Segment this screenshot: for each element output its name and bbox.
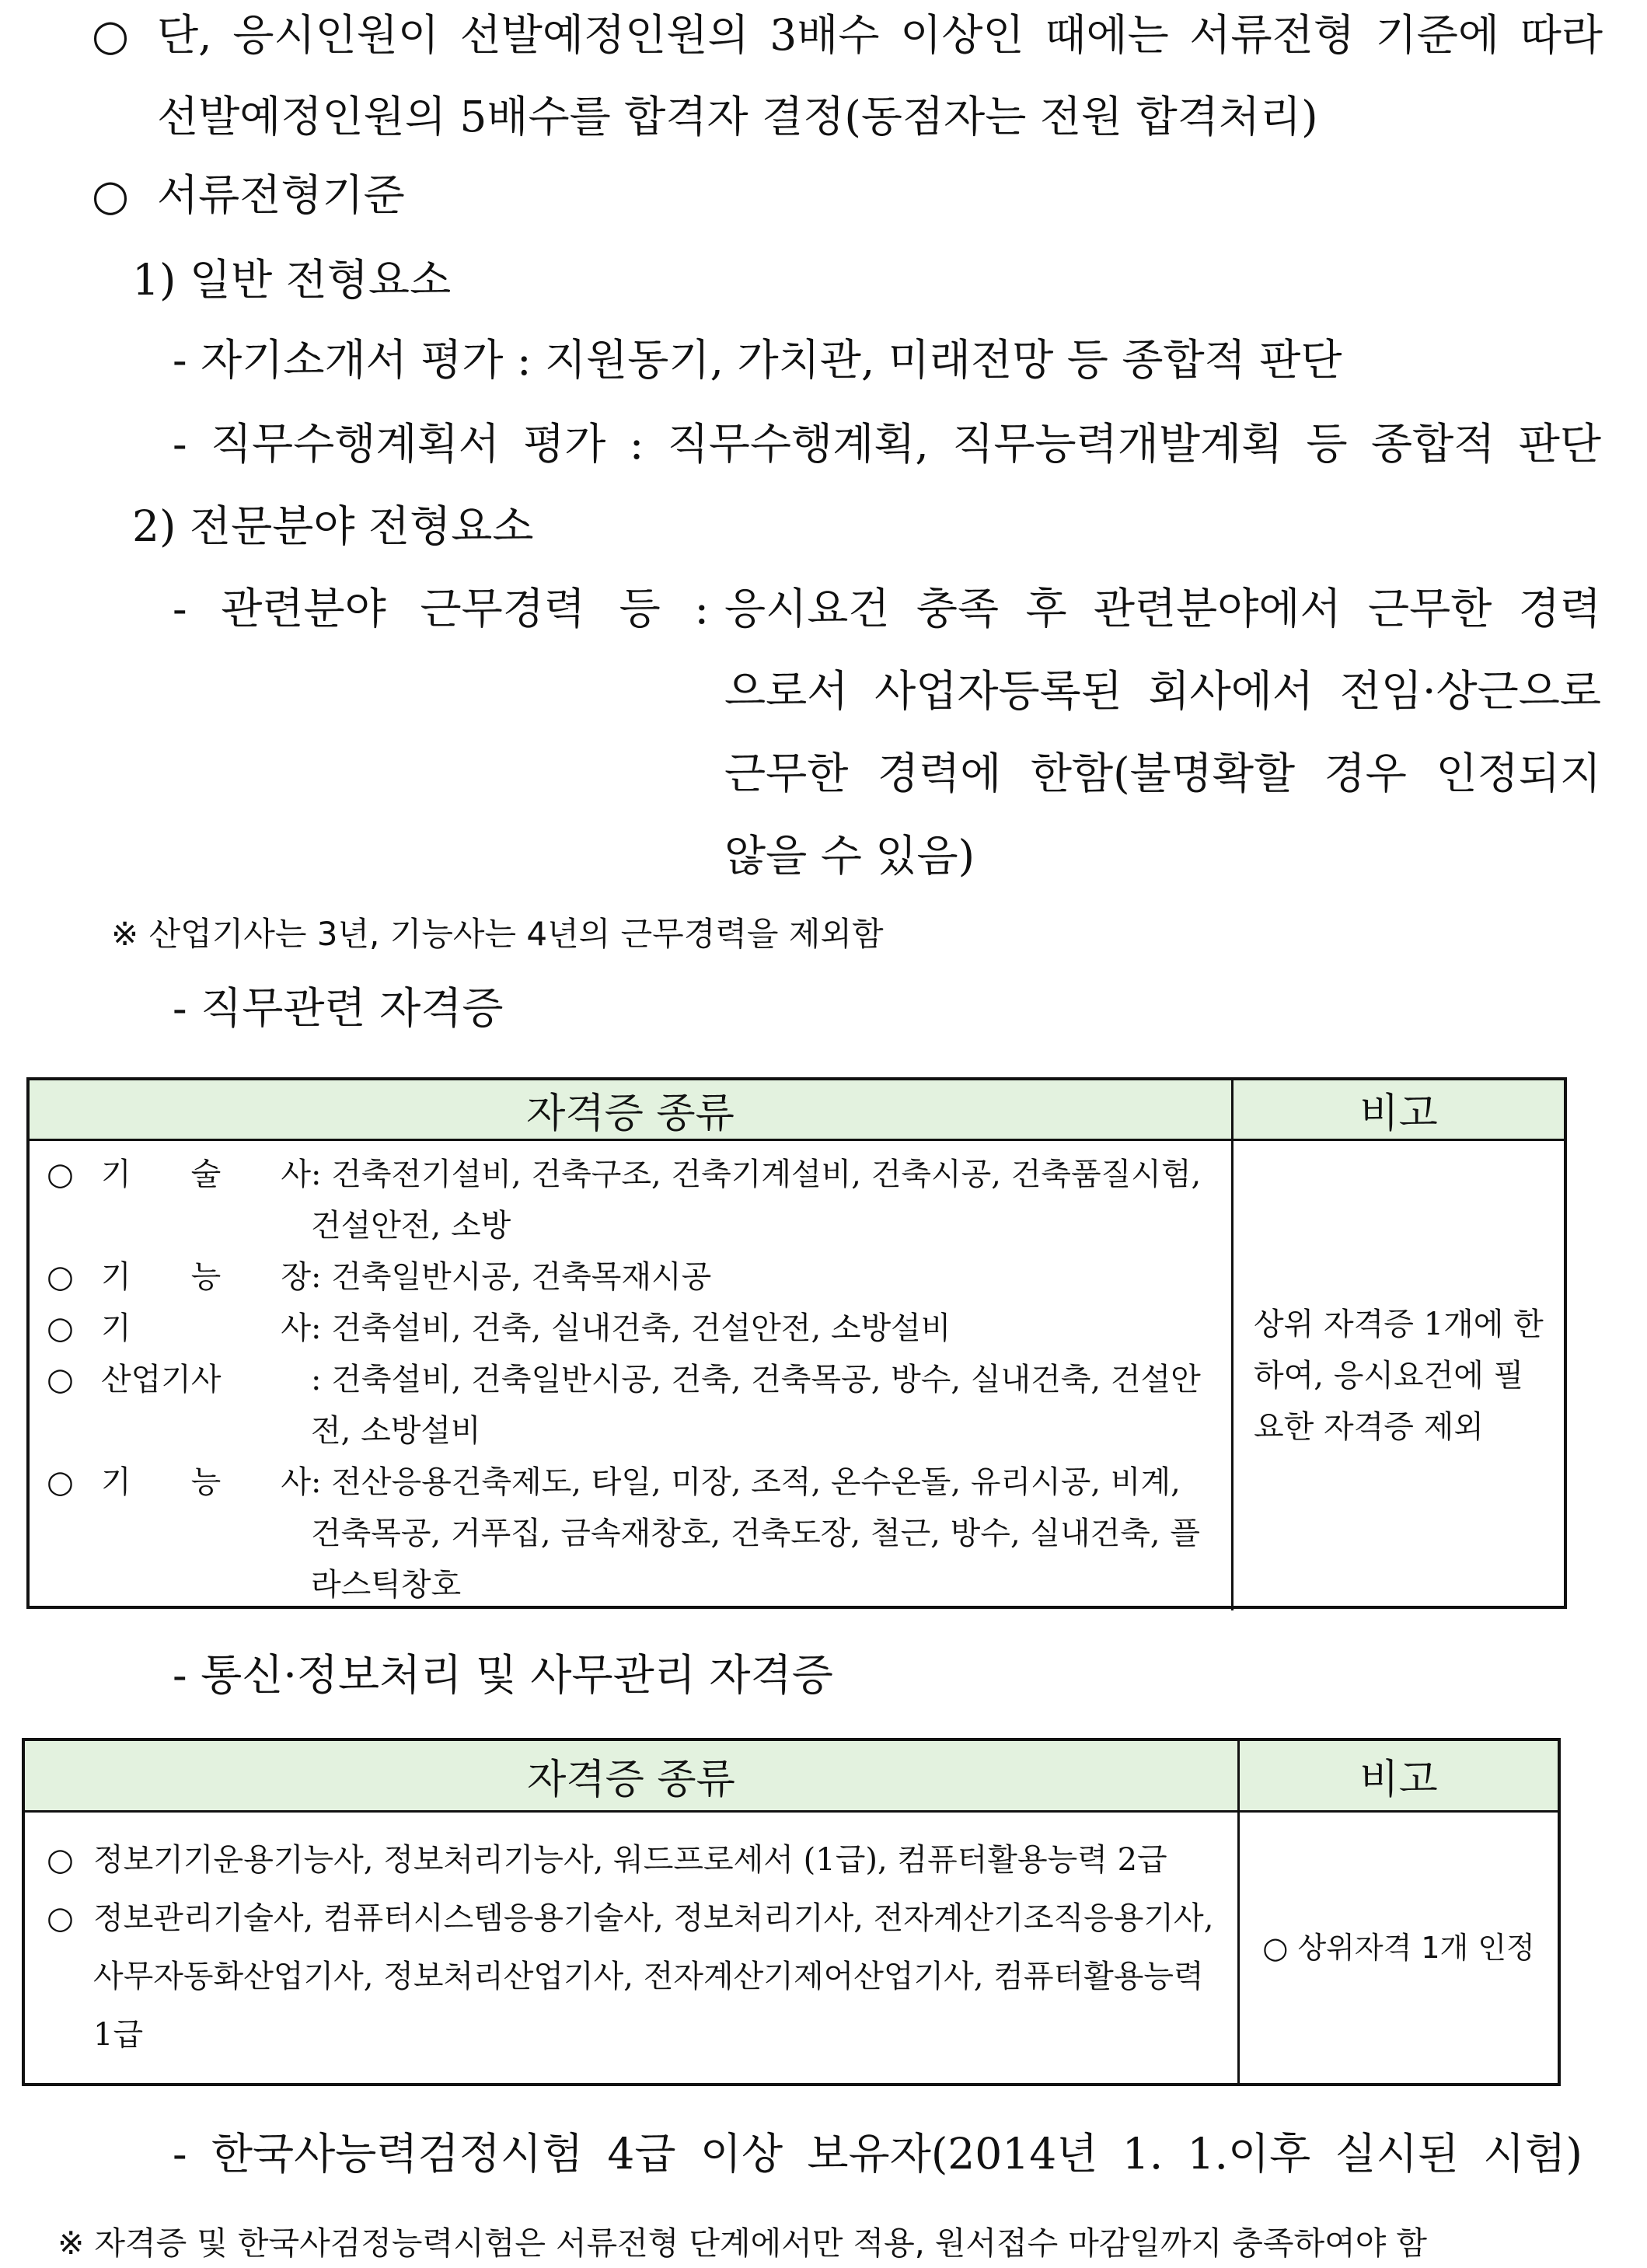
qualification-grade: 산업기사 bbox=[101, 1362, 222, 1397]
grade-char: 기 bbox=[101, 1259, 131, 1295]
subsection-heading: - 직무관련 자격증 bbox=[173, 983, 504, 1033]
table-header-note: 비고 bbox=[1231, 1080, 1564, 1141]
qualification-list: : 건축일반시공, 건축목재시공 bbox=[311, 1259, 712, 1295]
table-header-type: 자격증 종류 bbox=[25, 1741, 1237, 1813]
criteria-line: 응시요건 충족 후 관련분야에서 근무한 경력 bbox=[724, 584, 1601, 633]
grade-char: 사 bbox=[281, 1310, 311, 1346]
grade-char: 능 bbox=[190, 1259, 222, 1295]
table-cell-types bbox=[25, 1813, 1237, 2083]
bullet-mark: ○ bbox=[92, 170, 129, 220]
note-text: ○ 상위자격 1개 인정 bbox=[1262, 1931, 1535, 1965]
table-header-note: 비고 bbox=[1237, 1741, 1558, 1813]
list-item bbox=[47, 1354, 1216, 1457]
table-header-type: 자격증 종류 bbox=[30, 1080, 1231, 1141]
grade-char: 기 bbox=[101, 1310, 131, 1346]
subsection-heading: 2) 전문분야 전형요소 bbox=[132, 501, 534, 551]
criteria-line: - 한국사능력검정시험 4급 이상 보유자(2014년 1. 1.이후 실시된 시험) bbox=[173, 2129, 1582, 2179]
criteria-line: 으로서 사업자등록된 회사에서 전임·상근으로 bbox=[724, 666, 1601, 716]
qualification-grade bbox=[101, 1251, 311, 1303]
note-text: 상위 자격증 1개에 한하여, 응시요건에 필요한 자격증 제외 bbox=[1254, 1307, 1544, 1445]
qualification-list: : 건축전기설비, 건축구조, 건축기계설비, 건축시공, 건축품질시험, 건설안전, 소방 bbox=[311, 1157, 1202, 1244]
list-item bbox=[47, 1889, 1225, 2064]
note: ※ 산업기사는 3년, 기능사는 4년의 근무경력을 제외함 bbox=[111, 915, 884, 953]
list-item bbox=[47, 1457, 1216, 1610]
bullet-mark: ○ bbox=[92, 10, 129, 60]
grade-char: 기 bbox=[101, 1464, 131, 1500]
bullet-mark: ○ bbox=[47, 1157, 74, 1192]
qualification-list: : 건축설비, 건축, 실내건축, 건설안전, 소방설비 bbox=[311, 1310, 951, 1346]
list-item bbox=[47, 1251, 1216, 1303]
grade-char: 능 bbox=[190, 1464, 222, 1500]
grade-char: 술 bbox=[190, 1157, 222, 1192]
section-heading: 서류전형기준 bbox=[157, 170, 405, 220]
qualification-list: : 전산응용건축제도, 타일, 미장, 조적, 온수온돌, 유리시공, 비계, 건축목공, 거푸집, 금속재창호, 건축도장, 철근, 방수, 실내건축, 플라스틱창호 bbox=[311, 1464, 1201, 1603]
bullet-mark: ○ bbox=[47, 1362, 74, 1397]
criteria-line: - 직무수행계획서 평가 : 직무수행계획, 직무능력개발계획 등 종합적 판단 bbox=[173, 419, 1601, 469]
bullet-mark: ○ bbox=[47, 1842, 74, 1878]
table-cell-note bbox=[1231, 1141, 1564, 1610]
list-item bbox=[47, 1831, 1225, 1889]
subsection-heading: 1) 일반 전형요소 bbox=[132, 255, 452, 305]
criteria-line: 않을 수 있음) bbox=[724, 831, 975, 881]
qualification-grade bbox=[101, 1303, 311, 1354]
bullet-mark: ○ bbox=[47, 1259, 74, 1295]
table-cell-types bbox=[30, 1141, 1231, 1610]
qualification-table-2 bbox=[22, 1738, 1561, 2086]
criteria-label: - 관련분야 근무경력 등 : bbox=[173, 584, 709, 633]
qualification-list: : 건축설비, 건축일반시공, 건축, 건축목공, 방수, 실내건축, 건설안전, 소방설비 bbox=[311, 1362, 1201, 1449]
qualification-grade bbox=[101, 1457, 311, 1610]
note: ※ 자격증 및 한국사검정능력시험은 서류전형 단계에서만 적용, 원서접수 마감일까지 충족하여야 함 bbox=[58, 2224, 1427, 2262]
qualification-list: 정보기기운용기능사, 정보처리기능사, 워드프로세서 (1급), 컴퓨터활용능력 2급 bbox=[93, 1842, 1167, 1878]
grade-char: 기 bbox=[101, 1157, 131, 1192]
list-item bbox=[47, 1149, 1216, 1251]
criteria-line: - 자기소개서 평가 : 지원동기, 가치관, 미래전망 등 종합적 판단 bbox=[173, 335, 1342, 385]
bullet-mark: ○ bbox=[47, 1464, 74, 1500]
grade-char: 사 bbox=[281, 1157, 311, 1192]
bullet-mark: ○ bbox=[47, 1900, 74, 1936]
paragraph-line: 선발예정인원의 5배수를 합격자 결정(동점자는 전원 합격처리) bbox=[157, 92, 1318, 141]
qualification-grade bbox=[101, 1149, 311, 1251]
paragraph-line: 단, 응시인원이 선발예정인원의 3배수 이상인 때에는 서류전형 기준에 따라 bbox=[157, 10, 1603, 60]
subsection-heading: - 통신·정보처리 및 사무관리 자격증 bbox=[173, 1650, 833, 1700]
table-cell-note bbox=[1237, 1813, 1558, 2083]
grade-char: 장 bbox=[281, 1259, 311, 1295]
qualification-list: 정보관리기술사, 컴퓨터시스템응용기술사, 정보처리기사, 전자계산기조직응용기사, 사무자동화산업기사, 정보처리산업기사, 전자계산기제어산업기사, 컴퓨터활용능력 1급 bbox=[93, 1900, 1214, 2053]
bullet-mark: ○ bbox=[47, 1310, 74, 1346]
list-item bbox=[47, 1303, 1216, 1354]
qualification-table-1 bbox=[26, 1077, 1567, 1609]
grade-char: 사 bbox=[281, 1464, 311, 1500]
criteria-line: 근무한 경력에 한함(불명확할 경우 인정되지 bbox=[724, 748, 1601, 798]
